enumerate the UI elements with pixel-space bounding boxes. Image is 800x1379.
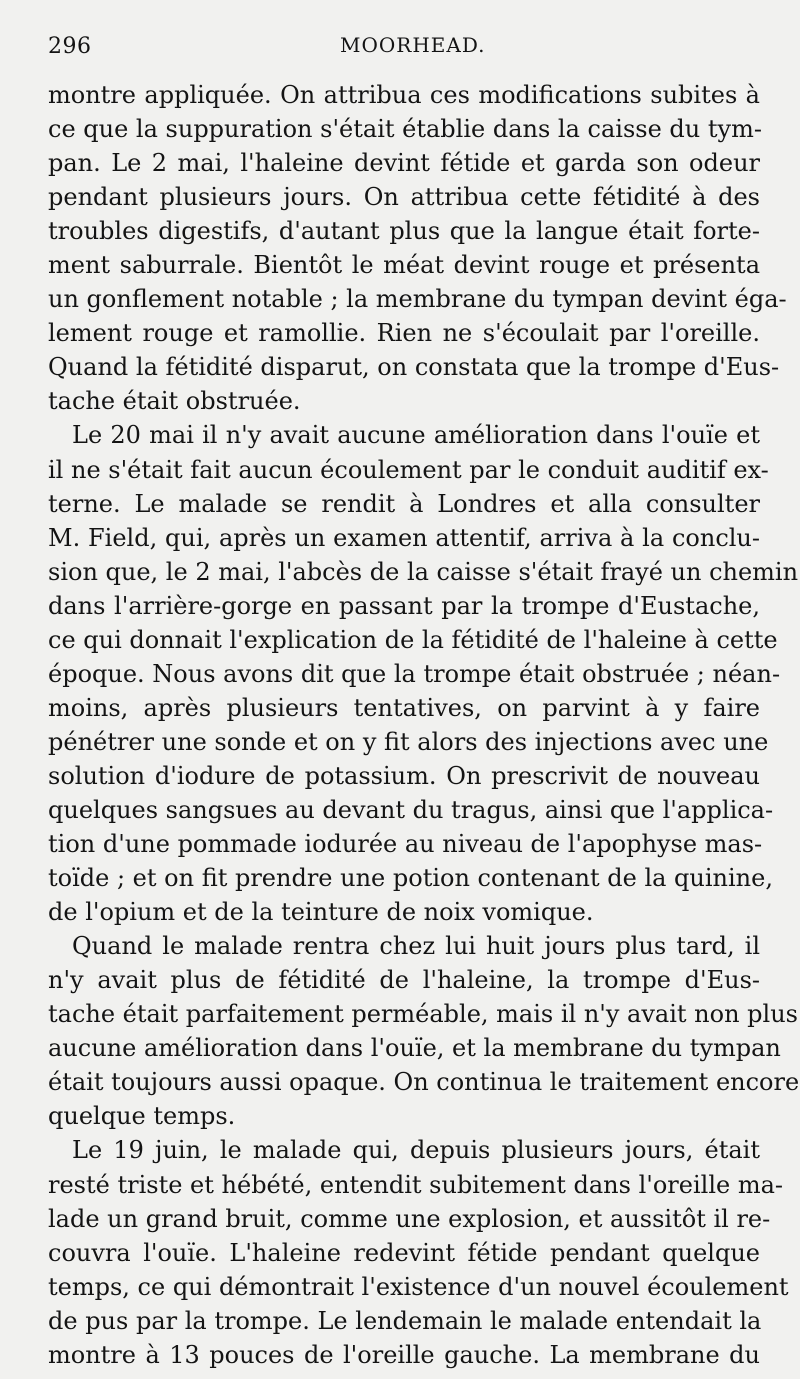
text-line: ce qui donnait l'explication de la fétidité de l'haleine à cette: [48, 625, 778, 654]
text-line: toïde ; et on fit prendre une potion contenant de la quinine,: [48, 864, 773, 893]
text-line: de l'opium et de la teinture de noix vomique.: [48, 898, 594, 927]
text-line: tache était obstruée.: [48, 387, 301, 416]
text-line: quelques sangsues au devant du tragus, ainsi que l'applica-: [48, 795, 774, 824]
text-line: terne. Le malade se rendit à Londres et alla consulter: [48, 489, 760, 518]
text-line: M. Field, qui, après un examen attentif, arriva à la conclu-: [48, 523, 760, 552]
text-line: temps, ce qui démontrait l'existence d'un nouvel écoulement: [48, 1272, 789, 1301]
text-line: époque. Nous avons dit que la trompe était obstruée ; néan-: [48, 659, 781, 688]
text-line: Quand le malade rentra chez lui huit jours plus tard, il: [72, 932, 760, 961]
text-line: il ne s'était fait aucun écoulement par le conduit auditif ex-: [48, 455, 769, 484]
text-line: Le 20 mai il n'y avait aucune amélioration dans l'ouïe et: [72, 421, 760, 450]
text-line: un gonflement notable ; la membrane du tympan devint éga-: [48, 285, 787, 314]
body-text: [48, 78, 800, 1372]
running-title: MOORHEAD.: [340, 33, 486, 57]
text-line: pendant plusieurs jours. On attribua cette fétidité à des: [48, 183, 760, 212]
page-number: 296: [48, 34, 92, 59]
text-line: tion d'une pommade iodurée au niveau de l'apophyse mas-: [48, 830, 763, 859]
text-line: resté triste et hébété, entendit subitement dans l'oreille ma-: [48, 1170, 783, 1199]
text-line: n'y avait plus de fétidité de l'haleine, la trompe d'Eus-: [48, 966, 760, 995]
text-line: solution d'iodure de potassium. On prescrivit de nouveau: [48, 761, 760, 790]
paragraph: [48, 78, 787, 418]
text-line: Le 19 juin, le malade qui, depuis plusieurs jours, était: [72, 1136, 760, 1165]
text-line: ce que la suppuration s'était établie dans la caisse du tym-: [48, 115, 762, 144]
text-line: pénétrer une sonde et on y fit alors des injections avec une: [48, 727, 769, 756]
text-line: montre appliquée. On attribua ces modifications subites à: [48, 81, 760, 109]
text-line: quelque temps.: [48, 1102, 236, 1131]
paragraph: [48, 929, 800, 1133]
text-line: troubles digestifs, d'autant plus que la langue était forte-: [48, 217, 760, 246]
text-line: ment saburrale. Bientôt le méat devint rouge et présenta: [48, 251, 760, 280]
paragraph: [48, 1133, 789, 1371]
text-line: montre à 13 pouces de l'oreille gauche. La membrane du: [48, 1340, 760, 1369]
text-line: était toujours aussi opaque. On continua le traitement encore: [48, 1068, 800, 1097]
text-line: moins, après plusieurs tentatives, on parvint à y faire: [48, 693, 760, 722]
text-line: couvra l'ouïe. L'haleine redevint fétide pendant quelque: [48, 1238, 760, 1267]
text-line: de pus par la trompe. Le lendemain le malade entendait la: [48, 1306, 762, 1335]
text-line: aucune amélioration dans l'ouïe, et la membrane du tympan: [48, 1034, 781, 1063]
text-line: lement rouge et ramollie. Rien ne s'écoulait par l'oreille.: [48, 319, 760, 348]
text-line: sion que, le 2 mai, l'abcès de la caisse s'était frayé un chemin: [48, 557, 799, 586]
text-line: Quand la fétidité disparut, on constata que la trompe d'Eus-: [48, 353, 780, 382]
text-line: tache était parfaitement perméable, mais il n'y avait non plus: [48, 1000, 798, 1029]
paragraph: [48, 418, 799, 929]
text-line: pan. Le 2 mai, l'haleine devint fétide et garda son odeur: [48, 149, 760, 178]
text-line: dans l'arrière-gorge en passant par la trompe d'Eustache,: [48, 591, 760, 620]
text-line: lade un grand bruit, comme une explosion, et aussitôt il re-: [48, 1204, 771, 1233]
